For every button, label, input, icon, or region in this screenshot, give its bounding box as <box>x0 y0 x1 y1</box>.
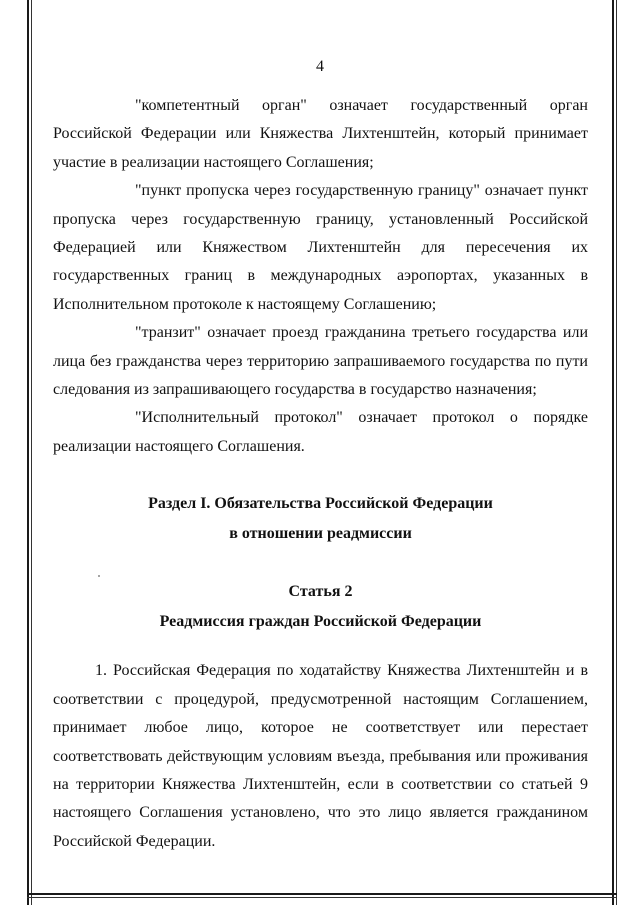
document-body <box>53 92 588 856</box>
page-border-right <box>612 0 614 905</box>
scan-speck <box>98 575 100 577</box>
page-border-left-inner <box>31 0 32 905</box>
page-number: 4 <box>316 58 324 75</box>
page-border-bottom-inner <box>27 897 617 898</box>
article-paragraph: 1. Российская Федерация по ходатайству Княжества Лихтенштейн и в соответствии с процедурой, предусмотренной настоящим Соглашением, принимает любое лицо, которое не соответствует или перестает соответствовать действующим условиям въезда, пребывания или проживания на территории Княжества Лихтенштейн, если в соответствии со статьей 9 настоящего Соглашения установлено, что это лицо является гражданином Российской Федерации. <box>53 662 588 850</box>
section-title-line2: в отношении реадмиссии <box>229 525 412 543</box>
section-title-line1: Раздел I. Обязательства Российской Федерации <box>148 495 493 513</box>
article-title: Реадмиссия граждан Российской Федерации <box>159 613 482 631</box>
article-heading <box>53 577 588 637</box>
article-number: Статья 2 <box>288 583 353 601</box>
section-heading <box>53 489 588 549</box>
definition-paragraph: "транзит" означает проезд гражданина третьего государства или лица без гражданства через территорию запрашиваемого государства по пути следования из запрашивающего государства в государство назначения; <box>53 324 588 399</box>
definition-paragraph: "пункт пропуска через государственную границу" означает пункт пропуска через государственную границу, установленный Российской Федерацией или Княжеством Лихтенштейн для пересечения их государственных границ в международных аэропортах, указанных в Исполнительном протоколе к настоящему Соглашению; <box>53 182 588 313</box>
definition-paragraph: "Исполнительный протокол" означает протокол о порядке реализации настоящего Соглашения. <box>53 409 588 455</box>
page-border-left <box>27 0 29 905</box>
page-border-bottom <box>27 893 617 895</box>
page-border-right-inner <box>616 0 617 905</box>
definition-paragraph: "компетентный орган" означает государственный орган Российской Федерации или Княжества Лихтенштейн, который принимает участие в реализации настоящего Соглашения; <box>53 97 588 171</box>
